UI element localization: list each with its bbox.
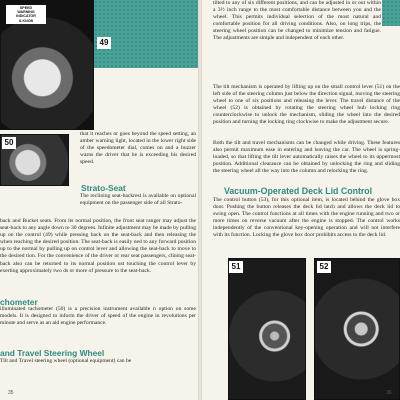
speedometer-photo	[0, 0, 94, 130]
steering-hub-photo	[314, 258, 400, 400]
tachometer-paragraph: illuminated tachometer (50) is a precision instrument available n option on some models. It is designed to inform the driver of speed of the engine in revolutions per minute and serve as an aid engine performance.	[0, 306, 196, 327]
steering-wheel-heading: and Travel Steering Wheel	[0, 348, 105, 358]
strato-paragraph: back and Bucket seats. From its normal position, the front seat ranger may adjust the seat-back to any angle down to 30 degrees. Infinite adjustment may be made by pulling up on the control (49) while pressing back on the seat-back and then releasing the when reaching the desired position. The seat-back is easily ned to any forward position up to the normal by pulling up on control lever and allowing the seat-back to move to the desired tion. For the convenience of the driver or rear seat passengers, clining seat-back also can be returned to its normal position ust touching the control lever by exerting approximately two ds or more of pressure to the seat-back.	[0, 218, 196, 274]
teal-edge-panel	[382, 0, 400, 26]
figure-number-51: 51	[229, 261, 243, 273]
warning-paragraph: that it reaches or goes beyond the speed setting, an amber warning light, located in the lower right side of the speedometer dial, comes on and a buzzer warns the driver that he is exceeding his desired speed.	[80, 131, 196, 166]
strato-seat-heading: Strato-Seat	[81, 183, 126, 193]
strato-intro-paragraph: The reclining seat-backrest is available on optional equipment on the passenger side of all Strato-	[80, 193, 196, 207]
deck-lid-heading: Vacuum-Operated Deck Lid Control	[224, 186, 373, 196]
steering-adjust-paragraph: tilted to any of six different positions, and can be adjusted in or out within a 3½ inch range to the most comfortable distance between you and the wheel. This permits individual selection of the most natural and comfortable position for all driving conditions. Also, on long trips, the steering wheel position can be changed to minimize tension and fatigue. The adjustments are simple and independent of each other.	[213, 0, 381, 42]
figure-number-49: 49	[97, 37, 111, 49]
page-number-right: 36	[386, 390, 392, 396]
figure-number-50: 50	[2, 137, 16, 149]
tilt-travel-paragraph: Both the tilt and travel mechanisms can be changed while driving. These features also permit maximum ease in entering and leaving the car. The wheel is spring-loaded, so that lifting the tilt lever automatically raises the wheel to its uppermost position. Additional clearance can be obtained by unlocking the ring and sliding the steering wheel all the way into the column and relocking the ring.	[213, 140, 400, 175]
steering-intro-paragraph: Tilt and Travel steering wheel (optional equipment) can be	[0, 358, 132, 364]
teal-panel	[94, 0, 198, 68]
page-number-left: 35	[8, 390, 14, 396]
tilt-mechanism-paragraph: The tilt mechanism is operated by lifting up on the small control lever (51) on the left side of the steering column just below the direction signal, moving the steering wheel to one of six positions and releasing the lever. The travel distance of the wheel (52) is obtained by rotating the steering wheel hub locking ring counterclockwise to unlock the mechanism, sliding the wheel into the desired position and turning the locking ring clockwise to make the adjustment secure.	[213, 84, 400, 126]
steering-lever-photo	[228, 258, 306, 400]
speed-warning-callout: SPEED WARNING INDICATOR & KNOB	[6, 5, 46, 24]
figure-number-52: 52	[317, 261, 331, 273]
deck-lid-paragraph: The control button (53), for this optional item, is located behind the glove box door. Pushing the button releases the deck lid latch and allows the deck lid to swing open. The control functions at all times with the engine running and two or more times on reverse vacuum after the engine is stopped. The control works independently of the conventional key-opening operation and will not interfere with its function. Locking the glove box door prohibits access to the deck lid.	[213, 197, 400, 239]
tachometer-heading: chometer	[0, 297, 38, 307]
